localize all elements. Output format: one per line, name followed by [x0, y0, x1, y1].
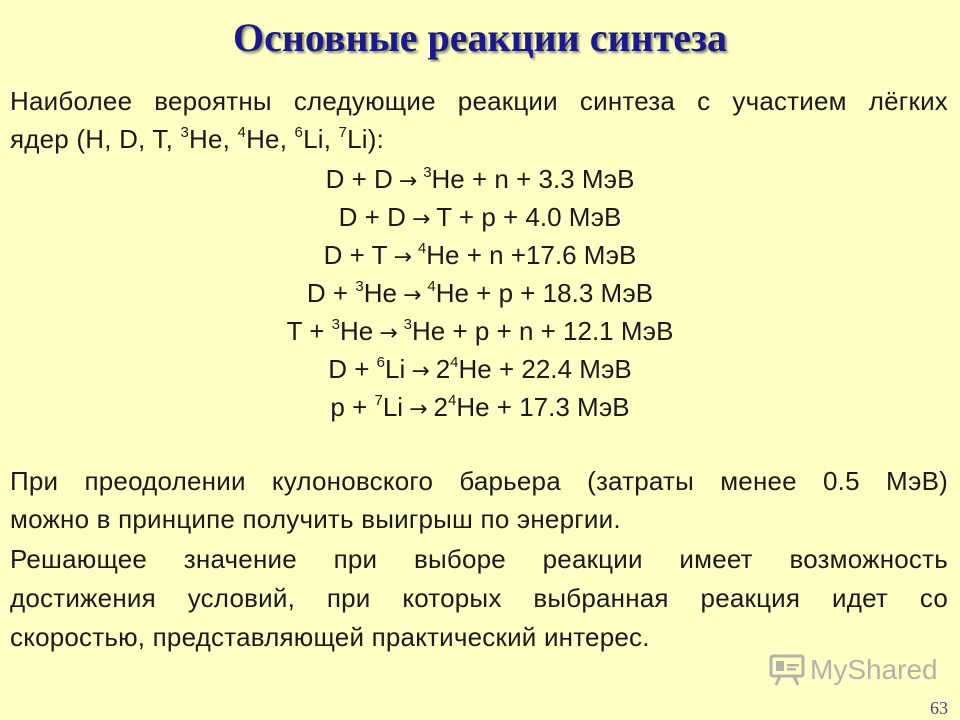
arrow-icon: → — [379, 321, 398, 346]
page-number: 63 — [930, 698, 948, 718]
reaction-pli7: $p + ^7Li \to 2^4He + 17.3$ МэВ — [330, 392, 630, 422]
reaction-dli6: $D + ^6Li \to 2^4He + 22.4$ МэВ — [328, 354, 632, 384]
decision-line-2: достижения условий, при которых выбранная реакция идет со — [10, 583, 948, 613]
reaction-the3: T + $^3$He → $^3$He + p + n + 12.1 МэВ — [286, 316, 674, 346]
arrow-icon: → — [411, 207, 431, 232]
watermark-text: MyShared — [810, 654, 938, 685]
reaction-dhe3: D + $^3$He → $^4$He + p + 18.3 МэВ — [306, 278, 654, 308]
watermark — [768, 653, 938, 687]
arrow-icon: → — [402, 283, 422, 308]
reaction-dd-t: D + D → T + p + 4.0 МэВ — [338, 202, 622, 232]
reaction-dd-he3: D + D → $^3$He + n + 3.3 МэВ — [325, 164, 635, 194]
decision-line-1: Решающее значение при выборе реакции имеет возможность — [10, 544, 948, 574]
arrow-icon: → — [393, 245, 412, 270]
reactions-list — [0, 160, 960, 426]
arrow-icon: → — [409, 397, 428, 422]
barrier-line-1: При преодолении кулоновского барьера (затраты менее 0.5 МэВ) — [10, 466, 948, 496]
presentation-board-icon — [768, 653, 806, 687]
barrier-line-2: можно в принципе получить выигрыш по энергии. — [10, 504, 621, 534]
intro-line-1: Наиболее вероятны следующие реакции синтеза с участием лёгких — [10, 86, 948, 116]
arrow-icon: → — [398, 169, 418, 194]
intro-line-2: ядер (H, D, T, $^3$He, $^4$He, $^6$Li, $^7$Li): — [10, 124, 385, 154]
slide-title: Основные реакции синтеза — [232, 15, 728, 60]
reaction-dt: D + T → $^4$He + n +17.6 МэВ — [323, 240, 637, 270]
decision-line-3: скоростью, представляющей практический интерес. — [10, 622, 650, 652]
arrow-icon: → — [411, 359, 430, 384]
